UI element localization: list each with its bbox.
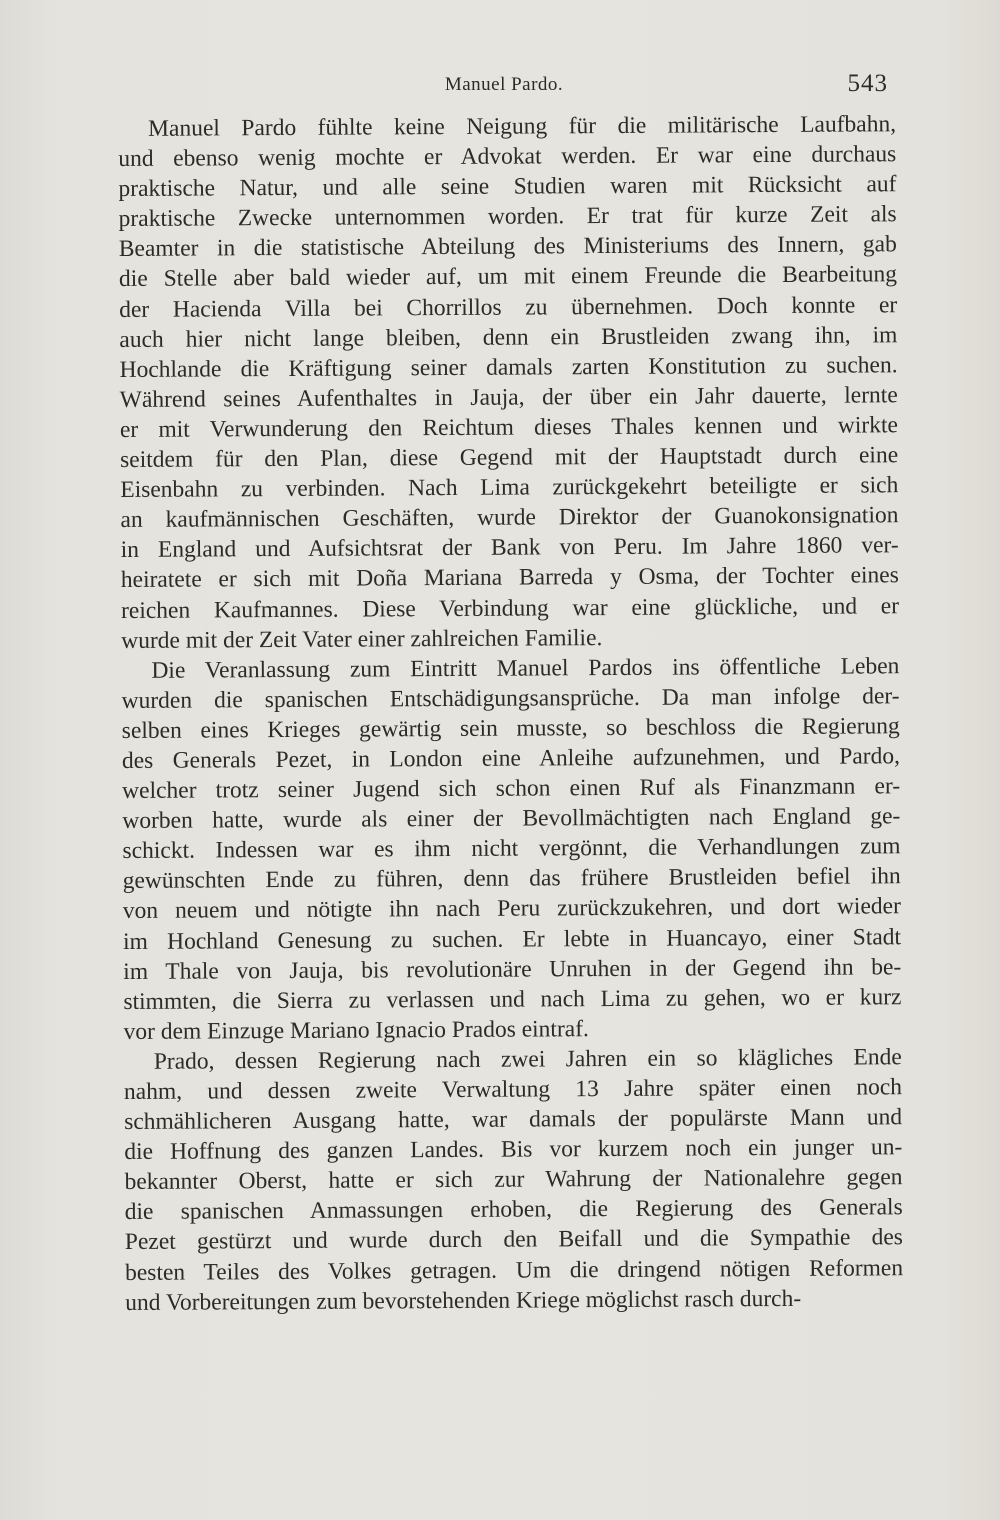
running-head-title: Manuel Pardo. (444, 74, 564, 95)
text-line: die Hoffnung des ganzen Landes. Bis vor kurzem noch ein junger un- (124, 1134, 903, 1166)
text-line: besten Teiles des Volkes getragen. Um die dringend nötigen Reformen (124, 1254, 904, 1286)
text-line: die spanischen Anmassungen erhoben, die Regierung des Generals (124, 1194, 903, 1226)
text-line: er mit Verwunderung den Reichtum dieses Thales kennen und wirkte (119, 412, 898, 443)
text-line: selben eines Krieges gewärtig sein musste, so beschloss die Regierung (121, 713, 900, 744)
text-line: Prado, dessen Regierung nach zwei Jahren ein so klägliches Ende (153, 1044, 902, 1075)
text-line: heiratete er sich mit Doña Mariana Barreda y Osma, der Tochter eines (120, 562, 899, 594)
text-line: gewünschten Ende zu führen, denn das frühere Brustleiden befiel ihn (122, 863, 901, 895)
paragraph (124, 1042, 904, 1318)
text-line: in England und Aufsichtsrat der Bank von Peru. Im Jahre 1860 ver- (120, 532, 899, 564)
paragraph (118, 109, 899, 655)
text-line: welcher trotz seiner Jugend sich schon einen Ruf als Finanzmann er- (122, 773, 901, 805)
text-line: schmählicheren Ausgang hatte, war damals der populärste Mann und (124, 1104, 903, 1136)
page-number: 543 (847, 70, 888, 97)
text-line: Hochlande die Kräftigung seiner damals zarten Konstitution zu suchen. (119, 351, 898, 383)
text-line: und ebenso wenig mochte er Advokat werden. Er war eine durchaus (118, 141, 897, 173)
text-line: Die Veranlassung zum Eintritt Manuel Pardos ins öffentliche Leben (151, 652, 900, 684)
text-line: reichen Kaufmannes. Diese Verbindung war eine glückliche, und er (120, 592, 900, 624)
text-line: Pezet gestürzt und wurde durch den Beifall und die Sympathie des (124, 1224, 903, 1256)
text-line: von neuem und nötigte ihn nach Peru zurückzukehren, und dort wieder (122, 893, 901, 925)
text-line: wurden die spanischen Entschädigungsansprüche. Da man infolge der- (121, 683, 900, 714)
text-line: seitdem für den Plan, diese Gegend mit der Hauptstadt durch eine (120, 442, 899, 474)
text-line: praktische Natur, und alle seine Studien waren mit Rücksicht auf (118, 171, 897, 203)
text-line: nahm, und dessen zweite Verwaltung 13 Jahre später einen noch (123, 1074, 903, 1105)
text-line: Manuel Pardo fühlte keine Neigung für die militärische Laufbahn, (148, 111, 897, 142)
text-line: an kaufmännischen Geschäften, wurde Direktor der Guanokonsignation (120, 502, 899, 534)
text-line: Während seines Aufenthaltes in Jauja, der über ein Jahr dauerte, lernte (119, 382, 898, 413)
paragraph (121, 651, 901, 1047)
text-line: wurde mit der Zeit Vater einer zahlreichen Familie. (121, 624, 603, 654)
text-line: im Hochland Genesung zu suchen. Er lebte in Huancayo, einer Stadt (122, 923, 902, 955)
text-line: bekannter Oberst, hatte er sich zur Wahrung der Nationalehre gegen (124, 1164, 903, 1196)
text-line: stimmten, die Sierra zu verlassen und nach Lima zu gehen, wo er kurz (123, 983, 902, 1015)
text-line: auch hier nicht lange bleiben, denn ein Brustleiden zwang ihn, im (119, 321, 898, 353)
body-text (118, 109, 903, 1317)
text-line: Eisenbahn zu verbinden. Nach Lima zurückgekehrt beteiligte er sich (120, 472, 899, 504)
running-head (118, 70, 890, 104)
text-line: worben hatte, wurde als einer der Bevollmächtigten nach England ge- (122, 803, 901, 835)
text-line: schickt. Indessen war es ihm nicht vergönnt, die Verhandlungen zum (122, 833, 901, 865)
text-line: der Hacienda Villa bei Chorrillos zu übernehmen. Doch konnte er (119, 291, 898, 323)
text-line: des Generals Pezet, in London eine Anleihe aufzunehmen, und Pardo, (121, 743, 901, 774)
text-line: praktische Zwecke unternommen worden. Er trat für kurze Zeit als (118, 201, 897, 233)
text-line: und Vorbereitungen zum bevorstehenden Kriege möglichst rasch durch- (125, 1285, 802, 1316)
text-line: die Stelle aber bald wieder auf, um mit einem Freunde die Bearbeitung (118, 261, 898, 293)
text-line: vor dem Einzuge Mariano Ignacio Prados eintraf. (123, 1015, 589, 1045)
text-line: Beamter in die statistische Abteilung des Ministeriums des Innern, gab (118, 231, 897, 263)
text-line: im Thale von Jauja, bis revolutionäre Unruhen in der Gegend ihn be- (123, 953, 902, 985)
